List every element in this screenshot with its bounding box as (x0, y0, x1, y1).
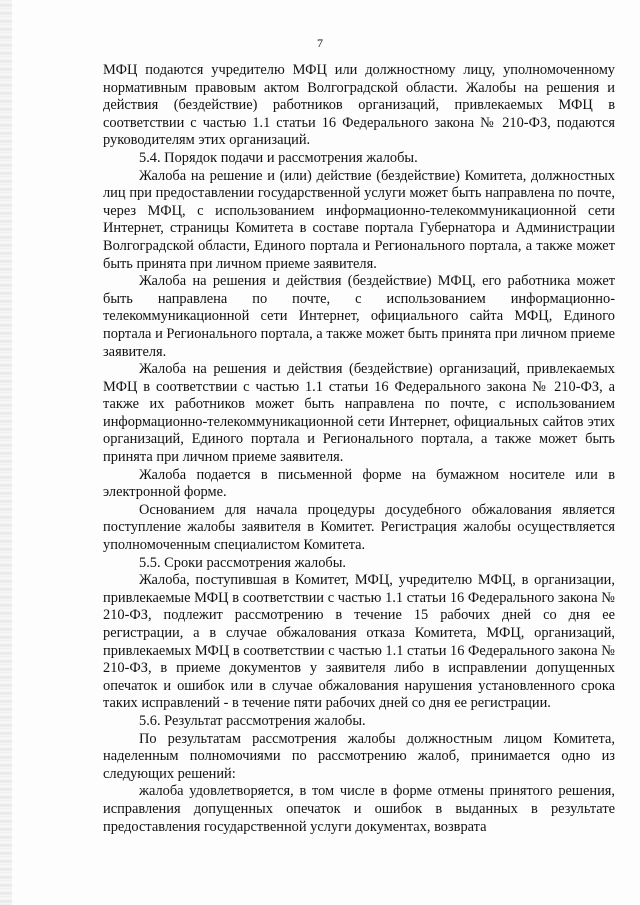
paragraph-review-results: По результатам рассмотрения жалобы должностным лицом Комитета, наделенным полномочиями по рассмотрению жалоб, принимается одно из следующих решений: (103, 730, 615, 782)
paragraph-complaint-satisfied: жалоба удовлетворяется, в том числе в форме отмены принятого решения, исправления допущенных опечаток и ошибок в выданных в результате предоставления государственной услуги документах, возврата (103, 783, 615, 835)
section-heading-5-5: 5.5. Сроки рассмотрения жалобы. (139, 554, 347, 571)
paragraph-complaint-committee: Жалоба на решение и (или) действие (бездействие) Комитета, должностных лиц при предоставлении государственной услуги может быть направлена по почте, через МФЦ, с использованием информационно-телекоммуникационной сети Интернет, страницы Комитета в составе портала Губернатора и Администрации Волгоградской области, Единого портала и Регионального портала, а также может быть принята при личном приеме заявителя. (103, 167, 615, 272)
paragraph-mfc-continuation: МФЦ подаются учредителю МФЦ или должностному лицу, уполномоченному нормативным правовым актом Волгоградской области. Жалобы на решения и действия (бездействие) работников организаций, привлекаемых МФЦ в соответствии с частью 1.1 статьи 16 Федерального закона № 210-ФЗ, подаются руководителям этих организаций. (103, 62, 615, 149)
document-body (103, 62, 615, 836)
section-heading-5-6: 5.6. Результат рассмотрения жалобы. (139, 712, 366, 729)
section-heading-5-4: 5.4. Порядок подачи и рассмотрения жалобы. (139, 149, 418, 166)
paragraph-complaint-organizations: Жалоба на решения и действия (бездействие) организаций, привлекаемых МФЦ в соответствии с частью 1.1 статьи 16 Федерального закона № 210-ФЗ, а также их работников может быть направлена по почте, с использованием информационно-телекоммуникационной сети Интернет, официальных сайтов этих организаций, Единого портала и Регионального портала, а также может быть принята при личном приеме заявителя. (103, 361, 615, 466)
paragraph-complaint-form: Жалоба подается в письменной форме на бумажном носителе или в электронной форме. (103, 466, 615, 501)
scan-edge (0, 0, 12, 905)
paragraph-procedure-basis: Основанием для начала процедуры досудебного обжалования является поступление жалобы заявителя в Комитет. Регистрация жалобы осуществляется уполномоченным специалистом Комитета. (103, 501, 615, 554)
page-number: 7 (317, 36, 323, 50)
paragraph-review-terms: Жалоба, поступившая в Комитет, МФЦ, учредителю МФЦ, в организации, привлекаемые МФЦ в соответствии с частью 1.1 статьи 16 Федерального закона № 210-ФЗ, подлежит рассмотрению в течение 15 рабочих дней со дня ее регистрации, а в случае обжалования отказа Комитета, МФЦ, организаций, привлекаемых МФЦ в соответствии с частью 1.1 статьи 16 Федерального закона № 210-ФЗ, в приеме документов у заявителя либо в исправлении допущенных опечаток и ошибок или в случае обжалования нарушения установленного срока таких исправлений - в течение пяти рабочих дней со дня ее регистрации. (103, 572, 615, 712)
paragraph-complaint-mfc: Жалоба на решения и действия (бездействие) МФЦ, его работника может быть направлена по почте, с использованием информационно-телекоммуникационной сети Интернет, официального сайта МФЦ, Единого портала и Регионального портала, а также может быть принята при личном приеме заявителя. (103, 273, 615, 360)
